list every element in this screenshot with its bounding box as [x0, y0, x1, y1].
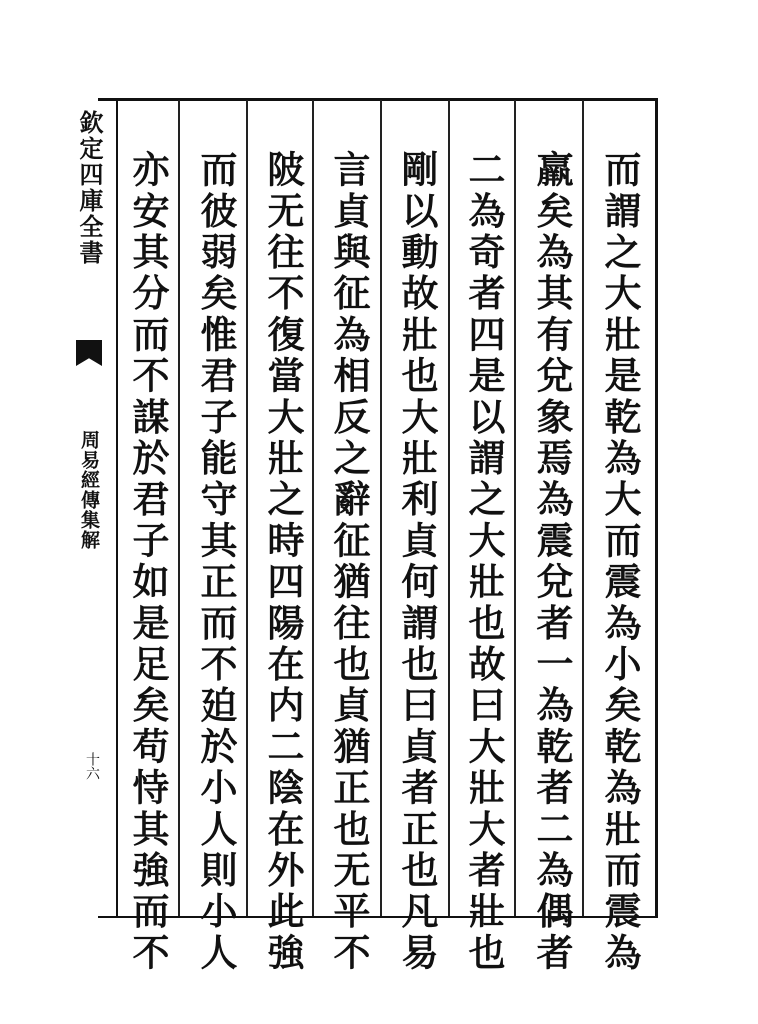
text-column-1: 而謂之大壯是乾為大而震為小矣乾為壯而震為 — [598, 150, 642, 974]
column-rule — [380, 100, 382, 916]
column-rule — [246, 100, 248, 916]
margin-header: 欽定四庫全書 — [75, 110, 104, 266]
column-rule — [582, 100, 584, 916]
column-rule — [448, 100, 450, 916]
text-column-6: 陂无往不復當大壯之時四陽在内二陰在外此強 — [261, 150, 305, 974]
text-column-8: 亦安其分而不謀於君子如是足矣苟恃其強而不 — [126, 150, 170, 974]
column-rule — [514, 100, 516, 916]
text-column-2: 羸矣為其有兌象焉為震兌者一為乾者二為偶者 — [530, 150, 574, 974]
text-column-5: 言貞與征為相反之辭征猶往也貞猶正也无平不 — [327, 150, 371, 974]
fish-tail-mark — [76, 340, 102, 366]
column-rule — [312, 100, 314, 916]
margin-page-number: 十六 — [84, 752, 100, 780]
text-column-3: 二為奇者四是以謂之大壯也故曰大壯大者壯也 — [462, 150, 506, 974]
text-column-4: 剛以動故壯也大壯利貞何謂也曰貞者正也凡易 — [395, 150, 439, 974]
margin-book-title: 周易經傳集解 — [78, 430, 100, 550]
column-rule — [178, 100, 180, 916]
text-column-7: 而彼弱矣惟君子能守其正而不廹於小人則小人 — [194, 150, 238, 974]
